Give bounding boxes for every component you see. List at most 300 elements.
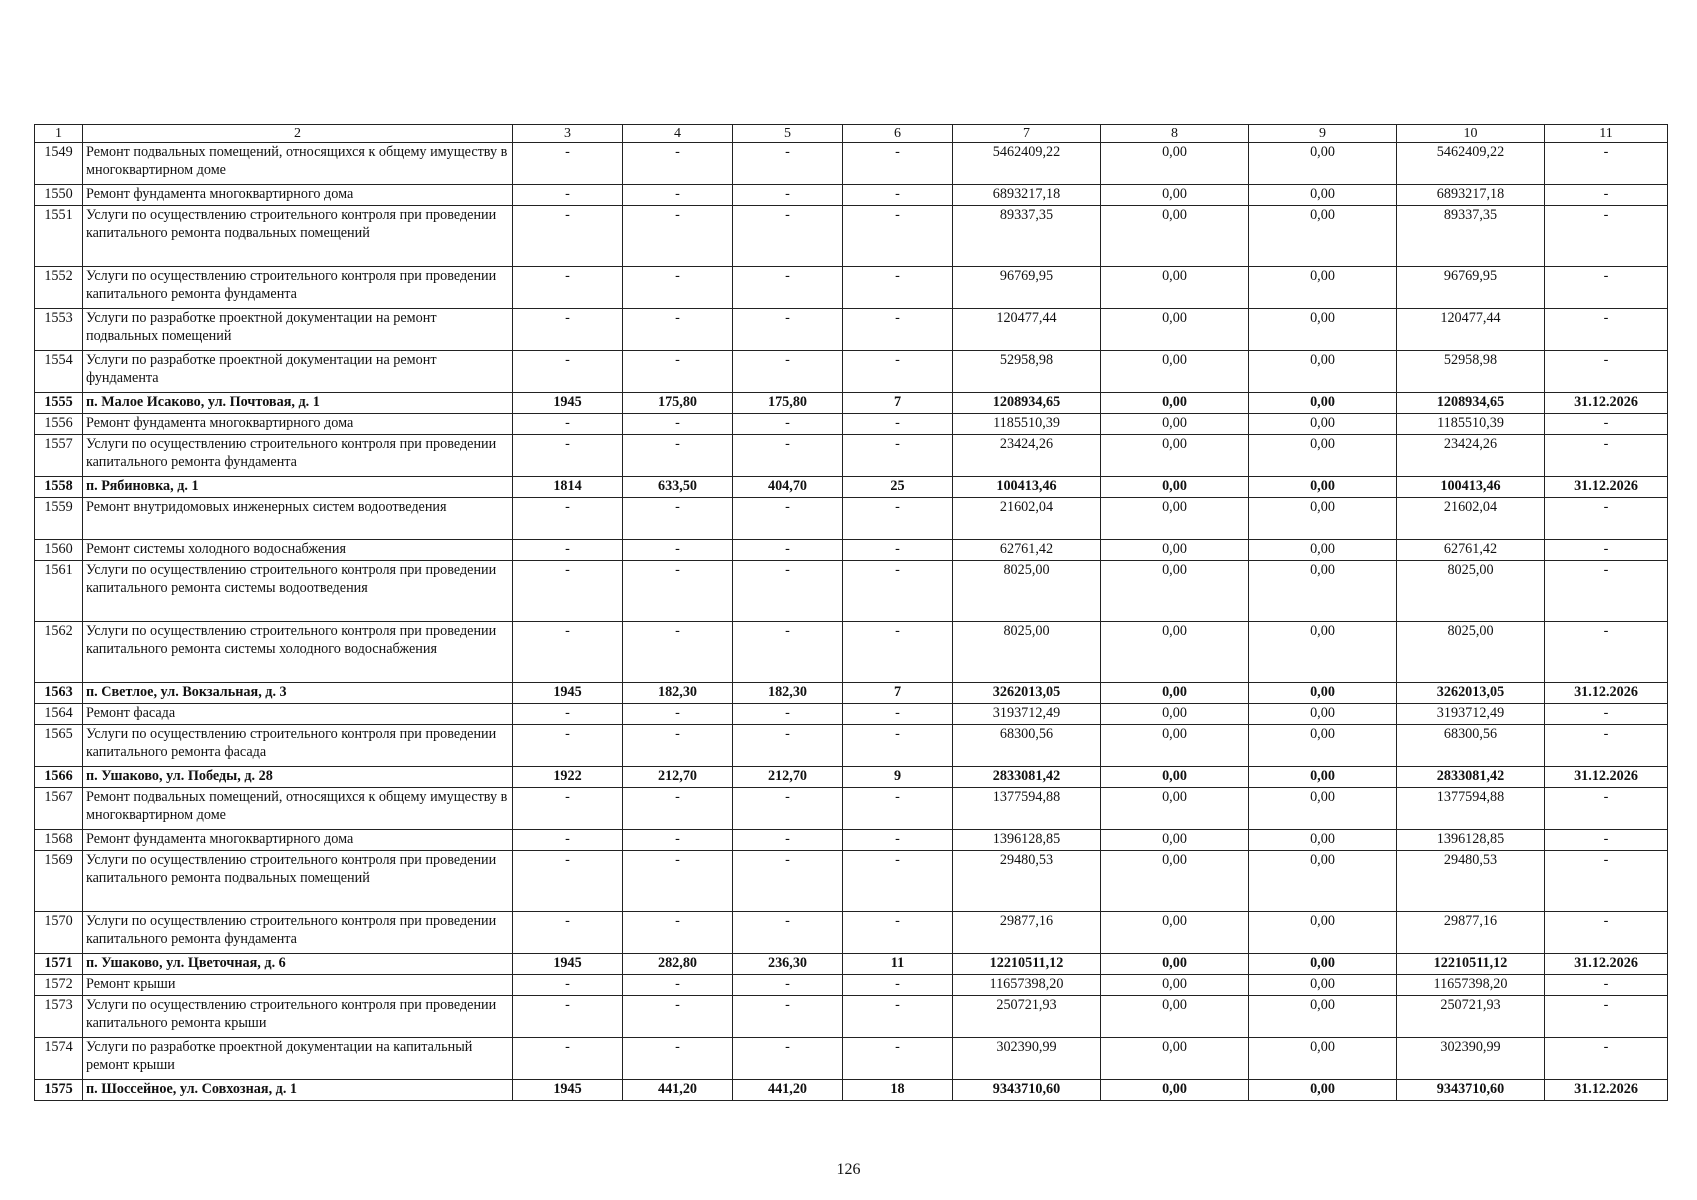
table-row — [35, 704, 1668, 725]
total-cost-cell: 1185510,39 — [953, 414, 1101, 435]
table-row — [35, 309, 1668, 351]
work-description-cell: Услуги по осуществлению строительного контроля при проведении капитального ремонта фасада — [83, 725, 513, 767]
total-cost-cell: 23424,26 — [953, 435, 1101, 477]
work-description-cell: Ремонт фундамента многоквартирного дома — [83, 185, 513, 206]
table-body — [35, 143, 1668, 1101]
table-row — [35, 206, 1668, 267]
table-row — [35, 954, 1668, 975]
residential-area-cell: - — [733, 206, 843, 267]
year-built-cell: - — [513, 414, 623, 435]
table-row — [35, 498, 1668, 540]
completion-date-cell: - — [1545, 267, 1668, 309]
header-col-6: 6 — [843, 125, 953, 143]
federal-funds-cell: 0,00 — [1101, 767, 1249, 788]
header-col-2: 2 — [83, 125, 513, 143]
table-row — [35, 393, 1668, 414]
residents-count-cell: 7 — [843, 683, 953, 704]
total-cost-cell: 11657398,20 — [953, 975, 1101, 996]
work-description-cell: Ремонт фасада — [83, 704, 513, 725]
residential-area-cell: - — [733, 267, 843, 309]
work-description-cell: Услуги по осуществлению строительного контроля при проведении капитального ремонта системы водоотведения — [83, 561, 513, 622]
residential-area-cell: - — [733, 725, 843, 767]
year-built-cell: - — [513, 704, 623, 725]
row-number-cell: 1560 — [35, 540, 83, 561]
residents-count-cell: - — [843, 540, 953, 561]
work-description-cell: Услуги по осуществлению строительного контроля при проведении капитального ремонта подвальных помещений — [83, 206, 513, 267]
federal-funds-cell: 0,00 — [1101, 851, 1249, 912]
residents-count-cell: - — [843, 143, 953, 185]
year-built-cell: - — [513, 540, 623, 561]
page-number: 126 — [836, 1161, 861, 1178]
regional-funds-cell: 0,00 — [1249, 206, 1397, 267]
federal-funds-cell: 0,00 — [1101, 683, 1249, 704]
residents-count-cell: - — [843, 975, 953, 996]
total-cost-cell: 9343710,60 — [953, 1080, 1101, 1101]
completion-date-cell: 31.12.2026 — [1545, 683, 1668, 704]
row-number-cell: 1551 — [35, 206, 83, 267]
owner-funds-cell: 8025,00 — [1397, 561, 1545, 622]
federal-funds-cell: 0,00 — [1101, 206, 1249, 267]
year-built-cell: - — [513, 912, 623, 954]
completion-date-cell: - — [1545, 206, 1668, 267]
total-cost-cell: 8025,00 — [953, 622, 1101, 683]
residential-area-cell: 404,70 — [733, 477, 843, 498]
regional-funds-cell: 0,00 — [1249, 540, 1397, 561]
owner-funds-cell: 1396128,85 — [1397, 830, 1545, 851]
header-col-9: 9 — [1249, 125, 1397, 143]
header-col-5: 5 — [733, 125, 843, 143]
federal-funds-cell: 0,00 — [1101, 704, 1249, 725]
work-description-cell: Ремонт подвальных помещений, относящихся к общему имуществу в многоквартирном доме — [83, 788, 513, 830]
residents-count-cell: - — [843, 912, 953, 954]
owner-funds-cell: 1185510,39 — [1397, 414, 1545, 435]
row-number-cell: 1561 — [35, 561, 83, 622]
work-description-cell: Услуги по разработке проектной документации на ремонт подвальных помещений — [83, 309, 513, 351]
federal-funds-cell: 0,00 — [1101, 561, 1249, 622]
federal-funds-cell: 0,00 — [1101, 1038, 1249, 1080]
residents-count-cell: - — [843, 622, 953, 683]
total-area-cell: - — [623, 704, 733, 725]
repair-program-table — [34, 124, 1668, 1101]
completion-date-cell: 31.12.2026 — [1545, 1080, 1668, 1101]
completion-date-cell: 31.12.2026 — [1545, 954, 1668, 975]
row-number-cell: 1554 — [35, 351, 83, 393]
residents-count-cell: - — [843, 498, 953, 540]
owner-funds-cell: 250721,93 — [1397, 996, 1545, 1038]
work-description-cell: п. Малое Исаково, ул. Почтовая, д. 1 — [83, 393, 513, 414]
total-cost-cell: 21602,04 — [953, 498, 1101, 540]
residential-area-cell: - — [733, 830, 843, 851]
owner-funds-cell: 9343710,60 — [1397, 1080, 1545, 1101]
owner-funds-cell: 120477,44 — [1397, 309, 1545, 351]
total-cost-cell: 250721,93 — [953, 996, 1101, 1038]
owner-funds-cell: 89337,35 — [1397, 206, 1545, 267]
federal-funds-cell: 0,00 — [1101, 267, 1249, 309]
total-cost-cell: 1377594,88 — [953, 788, 1101, 830]
work-description-cell: Услуги по разработке проектной документации на капитальный ремонт крыши — [83, 1038, 513, 1080]
residents-count-cell: - — [843, 561, 953, 622]
work-description-cell: Услуги по осуществлению строительного контроля при проведении капитального ремонта подвальных помещений — [83, 851, 513, 912]
year-built-cell: 1945 — [513, 683, 623, 704]
federal-funds-cell: 0,00 — [1101, 788, 1249, 830]
row-number-cell: 1555 — [35, 393, 83, 414]
regional-funds-cell: 0,00 — [1249, 996, 1397, 1038]
total-cost-cell: 96769,95 — [953, 267, 1101, 309]
total-area-cell: - — [623, 975, 733, 996]
table-row — [35, 975, 1668, 996]
total-cost-cell: 302390,99 — [953, 1038, 1101, 1080]
total-area-cell: - — [623, 561, 733, 622]
completion-date-cell: - — [1545, 1038, 1668, 1080]
work-description-cell: п. Рябиновка, д. 1 — [83, 477, 513, 498]
total-area-cell: - — [623, 351, 733, 393]
regional-funds-cell: 0,00 — [1249, 954, 1397, 975]
row-number-cell: 1566 — [35, 767, 83, 788]
column-number-row — [35, 125, 1668, 143]
header-col-10: 10 — [1397, 125, 1545, 143]
year-built-cell: 1945 — [513, 393, 623, 414]
work-description-cell: Услуги по осуществлению строительного контроля при проведении капитального ремонта фундамента — [83, 912, 513, 954]
residents-count-cell: - — [843, 704, 953, 725]
total-area-cell: - — [623, 185, 733, 206]
work-description-cell: Ремонт фундамента многоквартирного дома — [83, 414, 513, 435]
year-built-cell: 1814 — [513, 477, 623, 498]
row-number-cell: 1550 — [35, 185, 83, 206]
regional-funds-cell: 0,00 — [1249, 267, 1397, 309]
total-cost-cell: 68300,56 — [953, 725, 1101, 767]
federal-funds-cell: 0,00 — [1101, 622, 1249, 683]
residential-area-cell: - — [733, 540, 843, 561]
total-cost-cell: 12210511,12 — [953, 954, 1101, 975]
owner-funds-cell: 68300,56 — [1397, 725, 1545, 767]
owner-funds-cell: 23424,26 — [1397, 435, 1545, 477]
residential-area-cell: - — [733, 996, 843, 1038]
residents-count-cell: - — [843, 830, 953, 851]
residential-area-cell: - — [733, 622, 843, 683]
federal-funds-cell: 0,00 — [1101, 309, 1249, 351]
table-row — [35, 1038, 1668, 1080]
federal-funds-cell: 0,00 — [1101, 975, 1249, 996]
year-built-cell: 1945 — [513, 954, 623, 975]
owner-funds-cell: 12210511,12 — [1397, 954, 1545, 975]
owner-funds-cell: 3262013,05 — [1397, 683, 1545, 704]
row-number-cell: 1565 — [35, 725, 83, 767]
federal-funds-cell: 0,00 — [1101, 1080, 1249, 1101]
work-description-cell: Услуги по разработке проектной документации на ремонт фундамента — [83, 351, 513, 393]
table-row — [35, 622, 1668, 683]
completion-date-cell: - — [1545, 309, 1668, 351]
completion-date-cell: - — [1545, 143, 1668, 185]
residential-area-cell: - — [733, 309, 843, 351]
residential-area-cell: - — [733, 498, 843, 540]
year-built-cell: - — [513, 351, 623, 393]
row-number-cell: 1572 — [35, 975, 83, 996]
residents-count-cell: - — [843, 851, 953, 912]
owner-funds-cell: 8025,00 — [1397, 622, 1545, 683]
work-description-cell: Ремонт крыши — [83, 975, 513, 996]
residential-area-cell: - — [733, 185, 843, 206]
table-row — [35, 725, 1668, 767]
row-number-cell: 1567 — [35, 788, 83, 830]
regional-funds-cell: 0,00 — [1249, 309, 1397, 351]
table-row — [35, 1080, 1668, 1101]
federal-funds-cell: 0,00 — [1101, 185, 1249, 206]
regional-funds-cell: 0,00 — [1249, 788, 1397, 830]
regional-funds-cell: 0,00 — [1249, 912, 1397, 954]
residents-count-cell: - — [843, 185, 953, 206]
owner-funds-cell: 6893217,18 — [1397, 185, 1545, 206]
total-area-cell: - — [623, 309, 733, 351]
total-area-cell: - — [623, 622, 733, 683]
completion-date-cell: - — [1545, 622, 1668, 683]
federal-funds-cell: 0,00 — [1101, 414, 1249, 435]
federal-funds-cell: 0,00 — [1101, 996, 1249, 1038]
residential-area-cell: - — [733, 435, 843, 477]
regional-funds-cell: 0,00 — [1249, 351, 1397, 393]
total-cost-cell: 1396128,85 — [953, 830, 1101, 851]
owner-funds-cell: 2833081,42 — [1397, 767, 1545, 788]
completion-date-cell: - — [1545, 912, 1668, 954]
row-number-cell: 1569 — [35, 851, 83, 912]
table-row — [35, 561, 1668, 622]
total-area-cell: - — [623, 540, 733, 561]
owner-funds-cell: 11657398,20 — [1397, 975, 1545, 996]
owner-funds-cell: 62761,42 — [1397, 540, 1545, 561]
header-col-7: 7 — [953, 125, 1101, 143]
completion-date-cell: 31.12.2026 — [1545, 767, 1668, 788]
completion-date-cell: - — [1545, 351, 1668, 393]
total-area-cell: - — [623, 1038, 733, 1080]
year-built-cell: - — [513, 561, 623, 622]
year-built-cell: - — [513, 309, 623, 351]
total-cost-cell: 62761,42 — [953, 540, 1101, 561]
total-area-cell: - — [623, 267, 733, 309]
regional-funds-cell: 0,00 — [1249, 830, 1397, 851]
row-number-cell: 1571 — [35, 954, 83, 975]
total-area-cell: - — [623, 498, 733, 540]
regional-funds-cell: 0,00 — [1249, 498, 1397, 540]
table-row — [35, 683, 1668, 704]
completion-date-cell: - — [1545, 435, 1668, 477]
residents-count-cell: 18 — [843, 1080, 953, 1101]
regional-funds-cell: 0,00 — [1249, 622, 1397, 683]
work-description-cell: Услуги по осуществлению строительного контроля при проведении капитального ремонта фундамента — [83, 435, 513, 477]
year-built-cell: - — [513, 1038, 623, 1080]
row-number-cell: 1553 — [35, 309, 83, 351]
work-description-cell: п. Ушаково, ул. Победы, д. 28 — [83, 767, 513, 788]
row-number-cell: 1573 — [35, 996, 83, 1038]
total-area-cell: 441,20 — [623, 1080, 733, 1101]
year-built-cell: - — [513, 996, 623, 1038]
residents-count-cell: - — [843, 1038, 953, 1080]
regional-funds-cell: 0,00 — [1249, 975, 1397, 996]
year-built-cell: - — [513, 185, 623, 206]
total-cost-cell: 1208934,65 — [953, 393, 1101, 414]
total-area-cell: - — [623, 788, 733, 830]
residential-area-cell: - — [733, 1038, 843, 1080]
residential-area-cell: - — [733, 788, 843, 830]
owner-funds-cell: 1377594,88 — [1397, 788, 1545, 830]
federal-funds-cell: 0,00 — [1101, 830, 1249, 851]
regional-funds-cell: 0,00 — [1249, 767, 1397, 788]
total-area-cell: 282,80 — [623, 954, 733, 975]
federal-funds-cell: 0,00 — [1101, 435, 1249, 477]
total-cost-cell: 6893217,18 — [953, 185, 1101, 206]
work-description-cell: Ремонт подвальных помещений, относящихся к общему имуществу в многоквартирном доме — [83, 143, 513, 185]
row-number-cell: 1568 — [35, 830, 83, 851]
year-built-cell: - — [513, 975, 623, 996]
residential-area-cell: - — [733, 351, 843, 393]
residential-area-cell: - — [733, 851, 843, 912]
total-area-cell: - — [623, 851, 733, 912]
table-row — [35, 143, 1668, 185]
table-row — [35, 414, 1668, 435]
total-cost-cell: 29877,16 — [953, 912, 1101, 954]
row-number-cell: 1556 — [35, 414, 83, 435]
year-built-cell: - — [513, 830, 623, 851]
total-area-cell: - — [623, 830, 733, 851]
work-description-cell: п. Шоссейное, ул. Совхозная, д. 1 — [83, 1080, 513, 1101]
residential-area-cell: - — [733, 561, 843, 622]
year-built-cell: - — [513, 435, 623, 477]
total-area-cell: - — [623, 143, 733, 185]
work-description-cell: п. Светлое, ул. Вокзальная, д. 3 — [83, 683, 513, 704]
completion-date-cell: - — [1545, 996, 1668, 1038]
table-row — [35, 435, 1668, 477]
owner-funds-cell: 5462409,22 — [1397, 143, 1545, 185]
completion-date-cell: - — [1545, 725, 1668, 767]
residents-count-cell: - — [843, 206, 953, 267]
regional-funds-cell: 0,00 — [1249, 704, 1397, 725]
year-built-cell: - — [513, 206, 623, 267]
year-built-cell: - — [513, 143, 623, 185]
owner-funds-cell: 100413,46 — [1397, 477, 1545, 498]
total-cost-cell: 5462409,22 — [953, 143, 1101, 185]
residents-count-cell: - — [843, 996, 953, 1038]
total-area-cell: - — [623, 912, 733, 954]
total-area-cell: 212,70 — [623, 767, 733, 788]
residents-count-cell: - — [843, 351, 953, 393]
table-row — [35, 912, 1668, 954]
header-col-3: 3 — [513, 125, 623, 143]
document-sheet — [34, 124, 1667, 1101]
table-row — [35, 788, 1668, 830]
header-col-4: 4 — [623, 125, 733, 143]
owner-funds-cell: 29480,53 — [1397, 851, 1545, 912]
total-area-cell: - — [623, 435, 733, 477]
row-number-cell: 1558 — [35, 477, 83, 498]
completion-date-cell: - — [1545, 498, 1668, 540]
completion-date-cell: - — [1545, 185, 1668, 206]
residential-area-cell: - — [733, 704, 843, 725]
federal-funds-cell: 0,00 — [1101, 477, 1249, 498]
owner-funds-cell: 96769,95 — [1397, 267, 1545, 309]
federal-funds-cell: 0,00 — [1101, 540, 1249, 561]
total-cost-cell: 3193712,49 — [953, 704, 1101, 725]
owner-funds-cell: 3193712,49 — [1397, 704, 1545, 725]
completion-date-cell: - — [1545, 704, 1668, 725]
residential-area-cell: 236,30 — [733, 954, 843, 975]
table-row — [35, 267, 1668, 309]
federal-funds-cell: 0,00 — [1101, 143, 1249, 185]
regional-funds-cell: 0,00 — [1249, 435, 1397, 477]
table-row — [35, 185, 1668, 206]
completion-date-cell: - — [1545, 561, 1668, 622]
owner-funds-cell: 21602,04 — [1397, 498, 1545, 540]
residents-count-cell: - — [843, 788, 953, 830]
row-number-cell: 1552 — [35, 267, 83, 309]
total-area-cell: - — [623, 206, 733, 267]
residential-area-cell: 182,30 — [733, 683, 843, 704]
completion-date-cell: - — [1545, 414, 1668, 435]
federal-funds-cell: 0,00 — [1101, 393, 1249, 414]
residential-area-cell: 175,80 — [733, 393, 843, 414]
table-row — [35, 767, 1668, 788]
completion-date-cell: 31.12.2026 — [1545, 393, 1668, 414]
completion-date-cell: - — [1545, 975, 1668, 996]
federal-funds-cell: 0,00 — [1101, 725, 1249, 767]
residents-count-cell: 9 — [843, 767, 953, 788]
residents-count-cell: - — [843, 309, 953, 351]
owner-funds-cell: 52958,98 — [1397, 351, 1545, 393]
total-area-cell: - — [623, 414, 733, 435]
row-number-cell: 1562 — [35, 622, 83, 683]
regional-funds-cell: 0,00 — [1249, 143, 1397, 185]
federal-funds-cell: 0,00 — [1101, 498, 1249, 540]
table-row — [35, 540, 1668, 561]
row-number-cell: 1570 — [35, 912, 83, 954]
residential-area-cell: - — [733, 143, 843, 185]
header-col-11: 11 — [1545, 125, 1668, 143]
work-description-cell: Ремонт системы холодного водоснабжения — [83, 540, 513, 561]
owner-funds-cell: 1208934,65 — [1397, 393, 1545, 414]
total-cost-cell: 100413,46 — [953, 477, 1101, 498]
year-built-cell: - — [513, 498, 623, 540]
work-description-cell: Ремонт внутридомовых инженерных систем водоотведения — [83, 498, 513, 540]
header-col-8: 8 — [1101, 125, 1249, 143]
year-built-cell: 1945 — [513, 1080, 623, 1101]
year-built-cell: - — [513, 725, 623, 767]
regional-funds-cell: 0,00 — [1249, 477, 1397, 498]
regional-funds-cell: 0,00 — [1249, 393, 1397, 414]
residents-count-cell: - — [843, 725, 953, 767]
header-col-1: 1 — [35, 125, 83, 143]
residents-count-cell: - — [843, 414, 953, 435]
residential-area-cell: 441,20 — [733, 1080, 843, 1101]
year-built-cell: - — [513, 788, 623, 830]
residential-area-cell: - — [733, 975, 843, 996]
regional-funds-cell: 0,00 — [1249, 185, 1397, 206]
residential-area-cell: 212,70 — [733, 767, 843, 788]
regional-funds-cell: 0,00 — [1249, 561, 1397, 622]
row-number-cell: 1564 — [35, 704, 83, 725]
work-description-cell: п. Ушаково, ул. Цветочная, д. 6 — [83, 954, 513, 975]
residents-count-cell: 11 — [843, 954, 953, 975]
completion-date-cell: - — [1545, 830, 1668, 851]
owner-funds-cell: 29877,16 — [1397, 912, 1545, 954]
year-built-cell: 1922 — [513, 767, 623, 788]
completion-date-cell: - — [1545, 788, 1668, 830]
regional-funds-cell: 0,00 — [1249, 1080, 1397, 1101]
owner-funds-cell: 302390,99 — [1397, 1038, 1545, 1080]
residents-count-cell: - — [843, 267, 953, 309]
total-cost-cell: 2833081,42 — [953, 767, 1101, 788]
row-number-cell: 1559 — [35, 498, 83, 540]
year-built-cell: - — [513, 851, 623, 912]
year-built-cell: - — [513, 622, 623, 683]
table-row — [35, 351, 1668, 393]
table-row — [35, 996, 1668, 1038]
